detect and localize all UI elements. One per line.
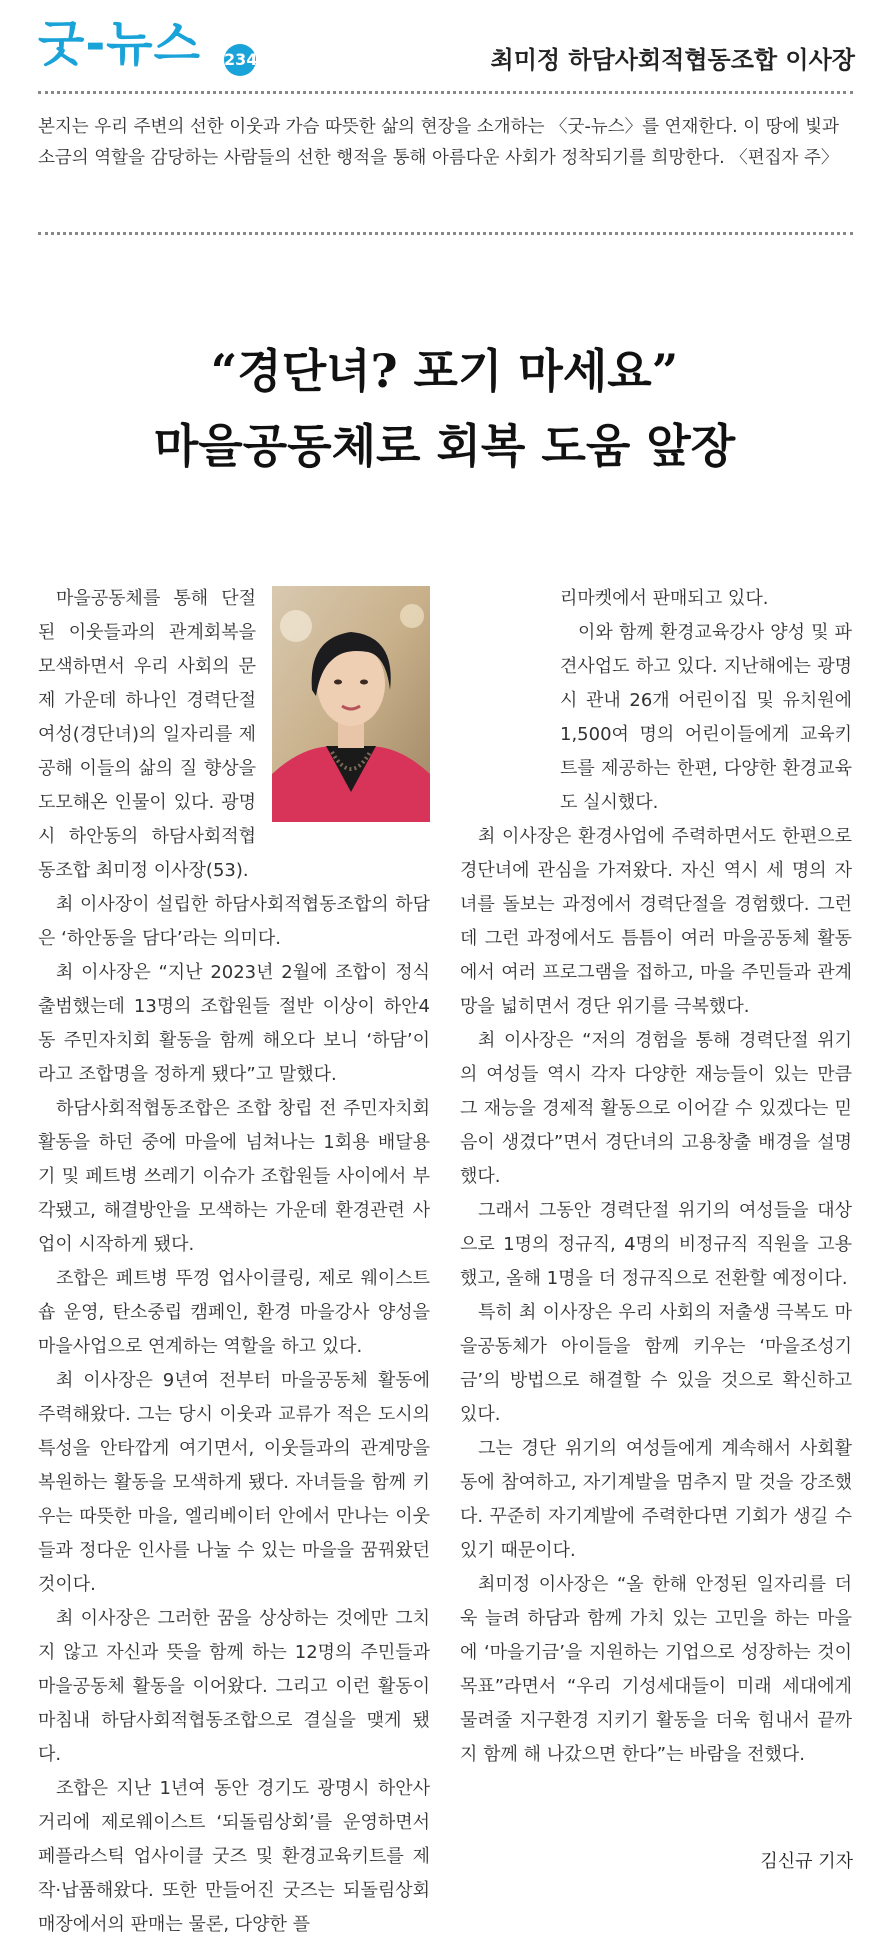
issue-number-badge: 234 — [224, 44, 256, 76]
paragraph: 최 이사장은 9년여 전부터 마을공동체 활동에 주력해왔다. 그는 당시 이웃과 교류가 적은 도시의 특성을 안타깝게 여기면서, 이웃들과의 관계망을 복원하는 활동을 모색하게 됐다. 자녀들을 함께 키우는 따뜻한 마을, 엘리베이터 안에서 만나는 이웃들과 정다운 인사를 나눌 수 있는 마을을 꿈꿔왔던 것이다. — [38, 1370, 430, 1595]
paragraph: 조합은 지난 1년여 동안 경기도 광명시 하안사거리에 제로웨이스트 ‘되돌림상회’를 운영하면서 페플라스틱 업사이클 굿즈 및 환경교육키트를 제작·납품해왔다. 또한 만들어진 굿즈는 되돌림상회 매장에서의 판매는 물론, 다양한 플 — [38, 1778, 430, 1935]
paragraph: 마을공동체를 통해 단절된 이웃들과의 관계회복을 모색하면서 우리 사회의 문제 가운데 하나인 경력단절 여성(경단녀)의 일자리를 제공해 이들의 삶의 질 향상을 도모해온 인물이 있다. 광명시 하안동의 하담사회적협동조합 최미정 이사장(53). — [38, 588, 256, 881]
paragraph: 그는 경단 위기의 여성들에게 계속해서 사회활동에 참여하고, 자기계발을 멈추지 말 것을 강조했다. 꾸준히 자기계발에 주력한다면 기회가 생길 수 있기 때문이다. — [460, 1438, 852, 1561]
portrait-photo — [272, 586, 430, 822]
paragraph: 최 이사장은 “지난 2023년 2월에 조합이 정식 출범했는데 13명의 조합원들 절반 이상이 하안4동 주민자치회 활동을 함께 해오다 보니 ‘하담’이라고 조합명을 정하게 됐다”고 말했다. — [38, 962, 430, 1085]
article-column-left — [38, 582, 430, 1942]
paragraph: 최 이사장이 설립한 하담사회적협동조합의 하담은 ‘하안동을 담다’라는 의미다. — [38, 894, 430, 949]
subject-title: 최미정 하담사회적협동조합 이사장 — [490, 45, 855, 74]
paragraph: 최 이사장은 환경사업에 주력하면서도 한편으로 경단녀에 관심을 가져왔다. 자신 역시 세 명의 자녀를 돌보는 과정에서 경력단절을 경험했다. 그런데 그런 과정에서도 틈틈이 여러 마을공동체 활동에서 여러 프로그램을 접하고, 마을 주민들과 관계망을 넓히면서 경단 위기를 극복했다. — [460, 826, 852, 1017]
paragraph: 조합은 페트병 뚜껑 업사이클링, 제로 웨이스트 숍 운영, 탄소중립 캠페인, 환경 마을강사 양성을 마을사업으로 연계하는 역할을 하고 있다. — [38, 1268, 430, 1357]
intro-divider — [38, 232, 853, 235]
paragraph: 그래서 그동안 경력단절 위기의 여성들을 대상으로 1명의 정규직, 4명의 비정규직 직원을 고용했고, 올해 1명을 더 정규직으로 전환할 예정이다. — [460, 1200, 852, 1289]
paragraph: 최 이사장은 “저의 경험을 통해 경력단절 위기의 여성들 역시 각자 다양한 재능들이 있는 만큼 그 재능을 경제적 활동으로 이어갈 수 있겠다는 믿음이 생겼다”면서 경단녀의 고용창출 배경을 설명했다. — [460, 1030, 852, 1187]
article-column-right — [460, 582, 852, 1772]
paragraph: 최 이사장은 그러한 꿈을 상상하는 것에만 그치지 않고 자신과 뜻을 함께 하는 12명의 주민들과 마을공동체 활동을 이어왔다. 그리고 이런 활동이 마침내 하담사회적협동조합으로 결실을 맺게 됐다. — [38, 1608, 430, 1765]
paragraph: 특히 최 이사장은 우리 사회의 저출생 극복도 마을공동체가 아이들을 함께 키우는 ‘마을조성기금’의 방법으로 해결할 수 있을 것으로 확신하고 있다. — [460, 1302, 852, 1425]
byline: 김신규 기자 — [760, 1851, 853, 1872]
paragraph: 최미정 이사장은 “올 한해 안정된 일자리를 더욱 늘려 하담과 함께 가치 있는 고민을 하는 마을에 ‘마을기금’을 지원하는 기업으로 성장하는 것이 목표”라면서 “우리 기성세대들이 미래 세대에게 물려줄 지구환경 지키기 활동을 더욱 힘내서 끝까지 함께 해 나갔으면 한다”는 바람을 전했다. — [460, 1574, 852, 1765]
headline-line1: “경단녀? 포기 마세요” — [210, 344, 679, 398]
paragraph: 리마켓에서 판매되고 있다. — [560, 588, 769, 609]
paragraph: 이와 함께 환경교육강사 양성 및 파견사업도 하고 있다. 지난해에는 광명시 관내 26개 어린이집 및 유치원에 1,500여 명의 어린이들에게 교육키트를 제공하는 한편, 다양한 환경교육도 실시했다. — [560, 622, 852, 813]
paragraph: 하담사회적협동조합은 조합 창립 전 주민자치회 활동을 하던 중에 마을에 넘쳐나는 1회용 배달용기 및 페트병 쓰레기 이슈가 조합원들 사이에서 부각됐고, 해결방안을 모색하는 가운데 환경관련 사업이 시작하게 됐다. — [38, 1098, 430, 1255]
intro-text: 본지는 우리 주변의 선한 이웃과 가슴 따뜻한 삶의 현장을 소개하는 〈굿-뉴스〉를 연재한다. 이 땅에 빛과 소금의 역할을 감당하는 사람들의 선한 행적을 통해 아름다운 사회가 정착되기를 희망한다. 〈편집자 주〉 — [38, 117, 839, 168]
series-title: 굿-뉴스 — [38, 16, 202, 72]
photo-spacer — [460, 582, 560, 816]
headline-line2: 마을공동체로 회복 도움 앞장 — [153, 419, 736, 473]
header-divider — [38, 91, 853, 94]
